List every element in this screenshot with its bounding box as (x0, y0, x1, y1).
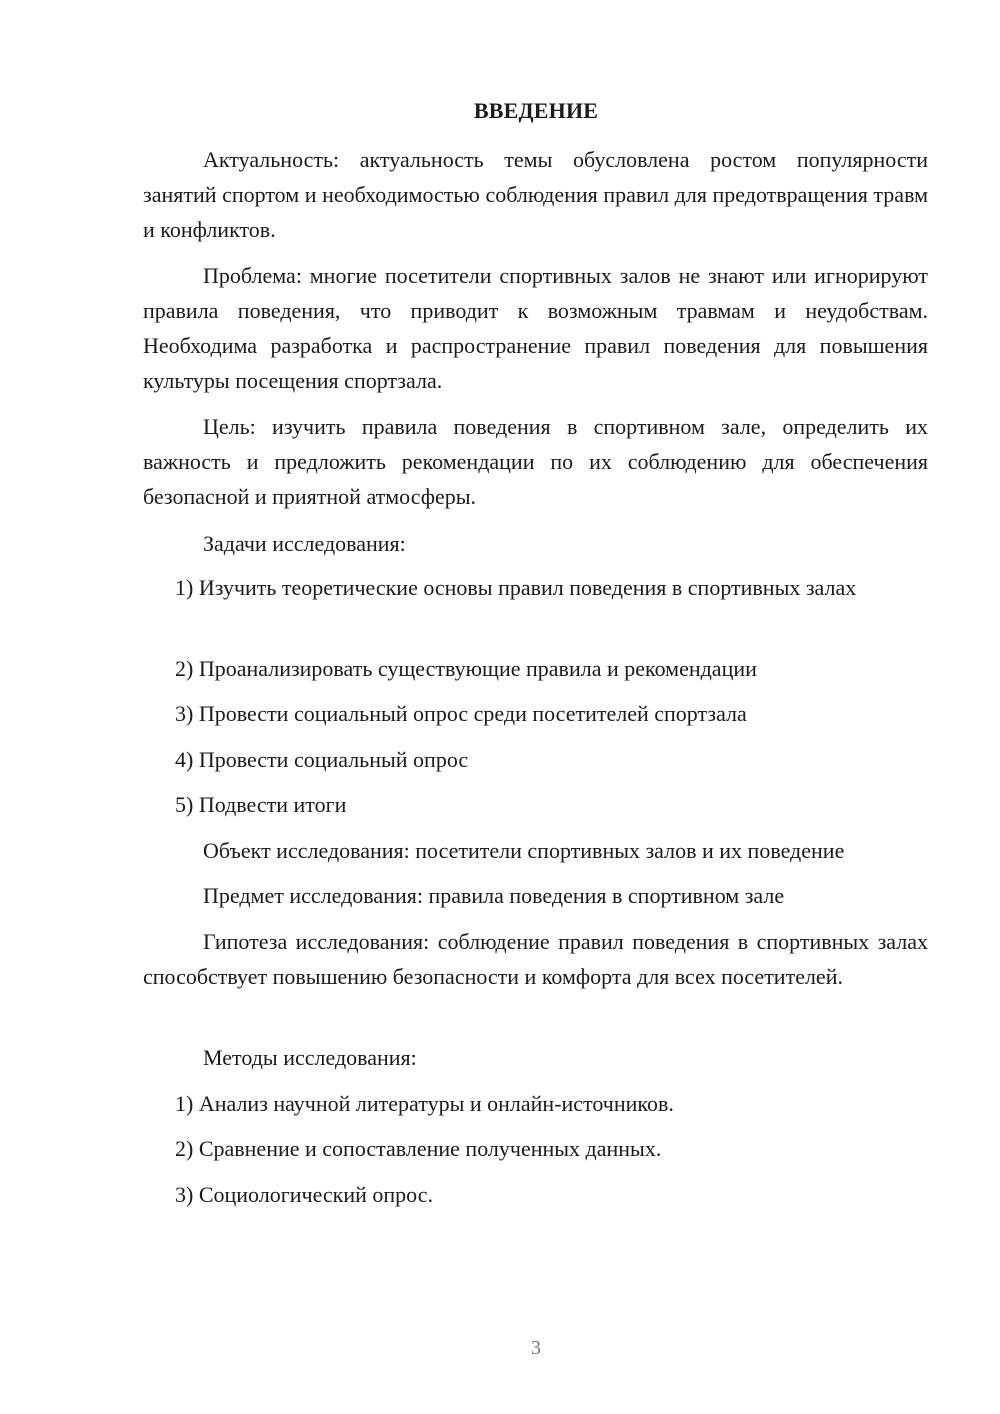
subject-line: Предмет исследования: правила поведения в спортивном зале (203, 883, 785, 908)
methods-heading: Методы исследования: (203, 1045, 417, 1070)
task-item-2: 2) Проанализировать существующие правила и рекомендации (175, 656, 757, 681)
object-line: Объект исследования: посетители спортивных залов и их поведение (203, 838, 845, 863)
problem-paragraph: Проблема: многие посетители спортивных залов не знают или игнорируют правила поведения, что приводит к возможным травмам и неудобствам. Необходима разработка и распространение правил поведения для повышения культуры посещения спортзала. (143, 263, 928, 393)
task-item-1: 1) Изучить теоретические основы правил поведения в спортивных залах (175, 575, 857, 600)
method-item-3: 3) Социологический опрос. (175, 1182, 433, 1207)
page-number: 3 (531, 1337, 541, 1359)
goal-paragraph: Цель: изучить правила поведения в спортивном зале, определить их важность и предложить рекомендации по их соблюдению для обеспечения безопасной и приятной атмосферы. (143, 414, 928, 509)
method-item-2: 2) Сравнение и сопоставление полученных данных. (175, 1136, 662, 1161)
hypothesis-paragraph: Гипотеза исследования: соблюдение правил поведения в спортивных залах способствует повышению безопасности и комфорта для всех посетителей. (143, 929, 928, 989)
relevance-paragraph: Актуальность: актуальность темы обусловлена ростом популярности занятий спортом и необходимостью соблюдения правил для предотвращения травм и конфликтов. (143, 147, 928, 242)
tasks-heading: Задачи исследования: (203, 531, 406, 556)
task-item-3: 3) Провести социальный опрос среди посетителей спортзала (175, 701, 747, 726)
method-item-1: 1) Анализ научной литературы и онлайн-источников. (175, 1091, 674, 1116)
page-title: ВВЕДЕНИЕ (473, 98, 599, 123)
task-item-5: 5) Подвести итоги (175, 792, 347, 817)
task-item-4: 4) Провести социальный опрос (175, 747, 469, 772)
